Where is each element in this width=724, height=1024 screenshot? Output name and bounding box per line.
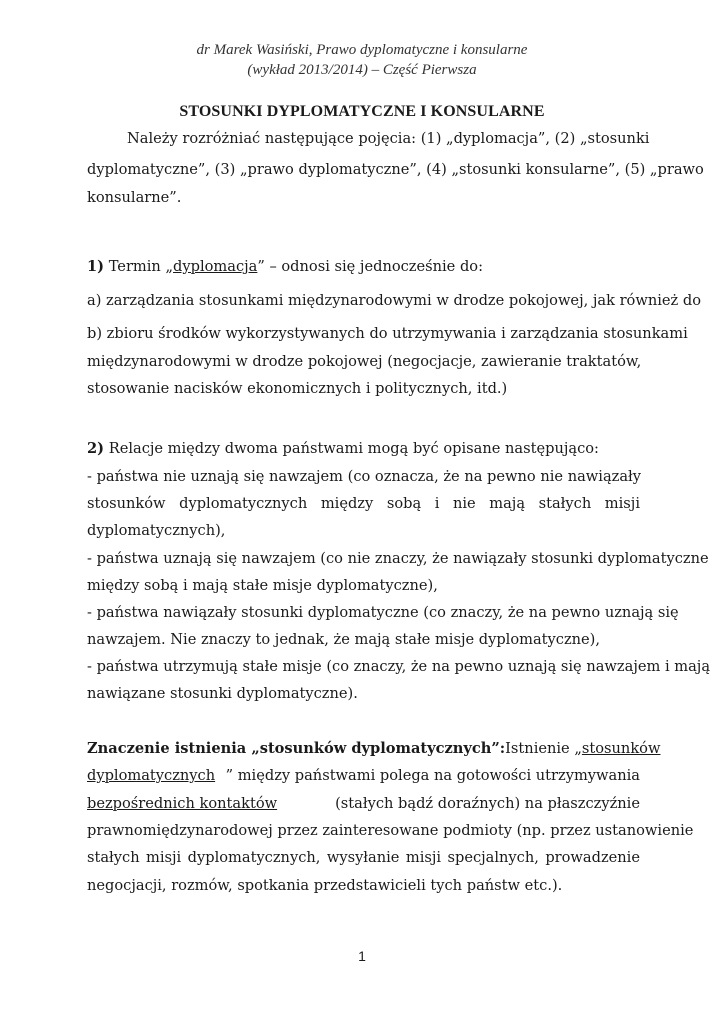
section-2-line-8: - państwa utrzymują stałe misje (co znaczy, że na pewno uznają się nawzajem i mają [87, 658, 711, 675]
running-header-author: dr Marek Wasiński, Prawo dyplomatyczne i konsularne [196, 42, 528, 58]
section-3-line-1-tail [505, 740, 660, 758]
section-1-item-b-line-2: międzynarodowymi w drodze pokojowej (negocjacje, zawieranie traktatów, [87, 353, 642, 370]
section-2-line-3: dyplomatycznych), [87, 522, 226, 539]
section-2-intro: Relacje między dwoma państwami mogą być opisane następująco: [108, 440, 599, 457]
section-2-line-1: - państwa nie uznają się nawzajem (co oznacza, że na pewno nie nawiązały [87, 468, 642, 485]
section-2-number: 2) [87, 440, 105, 457]
section-2-line-7: nawzajem. Nie znaczy to jednak, że mają stałe misje dyplomatyczne), [87, 631, 601, 648]
section-1-post: ” – odnosi się jednocześnie do: [257, 258, 483, 275]
section-1-pre: Termin „ [108, 258, 174, 275]
section-2-heading [87, 440, 640, 458]
section-3-line-2 [87, 767, 640, 785]
intro-line-1: Należy rozróżniać następujące pojęcia: (1) „dyplomacja”, (2) „stosunki [127, 130, 650, 147]
section-3-line-3-post: (stałych bądź doraźnych) na płaszczyźnie [335, 795, 640, 812]
section-2-line-6: - państwa nawiązały stosunki dyplomatyczne (co znaczy, że na pewno uznają się [87, 604, 679, 621]
document-title: STOSUNKI DYPLOMATYCZNE I KONSULARNE [179, 103, 545, 120]
section-3-line-1-pre: Istnienie „ [505, 740, 582, 757]
section-3-heading: Znaczenie istnienia „stosunków dyplomatycznych”: [87, 740, 506, 757]
section-3-line-2-post: ” między państwami polega na gotowości utrzymywania [225, 767, 640, 784]
intro-line-2: dyplomatyczne”, (3) „prawo dyplomatyczne”, (4) „stosunki konsularne”, (5) „prawo [87, 161, 704, 178]
section-3-line-3 [87, 795, 640, 813]
intro-line-3: konsularne”. [87, 189, 182, 206]
section-3-line-4: prawnomiędzynarodowej przez zainteresowane podmioty (np. przez ustanowienie [87, 822, 694, 839]
section-1-item-a: a) zarządzania stosunkami międzynarodowymi w drodze pokojowej, jak również do [87, 292, 701, 309]
section-3-line-5: stałych misji dyplomatycznych, wysyłanie misji specjalnych, prowadzenie [87, 849, 640, 866]
section-1-item-b-line-1: b) zbioru środków wykorzystywanych do utrzymywania i zarządzania stosunkami [87, 325, 688, 342]
section-2-line-5: między sobą i mają stałe misje dyplomatyczne), [87, 577, 438, 594]
page-number: 1 [358, 948, 366, 964]
term-bezposrednich-kontaktow: bezpośrednich kontaktów [87, 795, 278, 812]
section-2-line-4: - państwa uznają się nawzajem (co nie znaczy, że nawiązały stosunki dyplomatyczne [87, 550, 709, 567]
section-3-line-1 [87, 740, 661, 758]
running-header-course: (wykład 2013/2014) – Część Pierwsza [247, 62, 477, 78]
term-dyplomatycznych: dyplomatycznych [87, 767, 216, 784]
section-1-item-b-line-3: stosowanie nacisków ekonomicznych i politycznych, itd.) [87, 380, 508, 397]
section-2-line-9: nawiązane stosunki dyplomatyczne). [87, 685, 358, 702]
section-2-line-2: stosunków dyplomatycznych między sobą i nie mają stałych misji [87, 495, 640, 512]
section-3-line-6: negocjacji, rozmów, spotkania przedstawicieli tych państw etc.). [87, 877, 563, 894]
section-1-number: 1) [87, 258, 105, 275]
section-1-heading [87, 258, 640, 276]
term-stosunkow: stosunków [581, 740, 661, 757]
term-dyplomacja: dyplomacja [173, 258, 258, 275]
